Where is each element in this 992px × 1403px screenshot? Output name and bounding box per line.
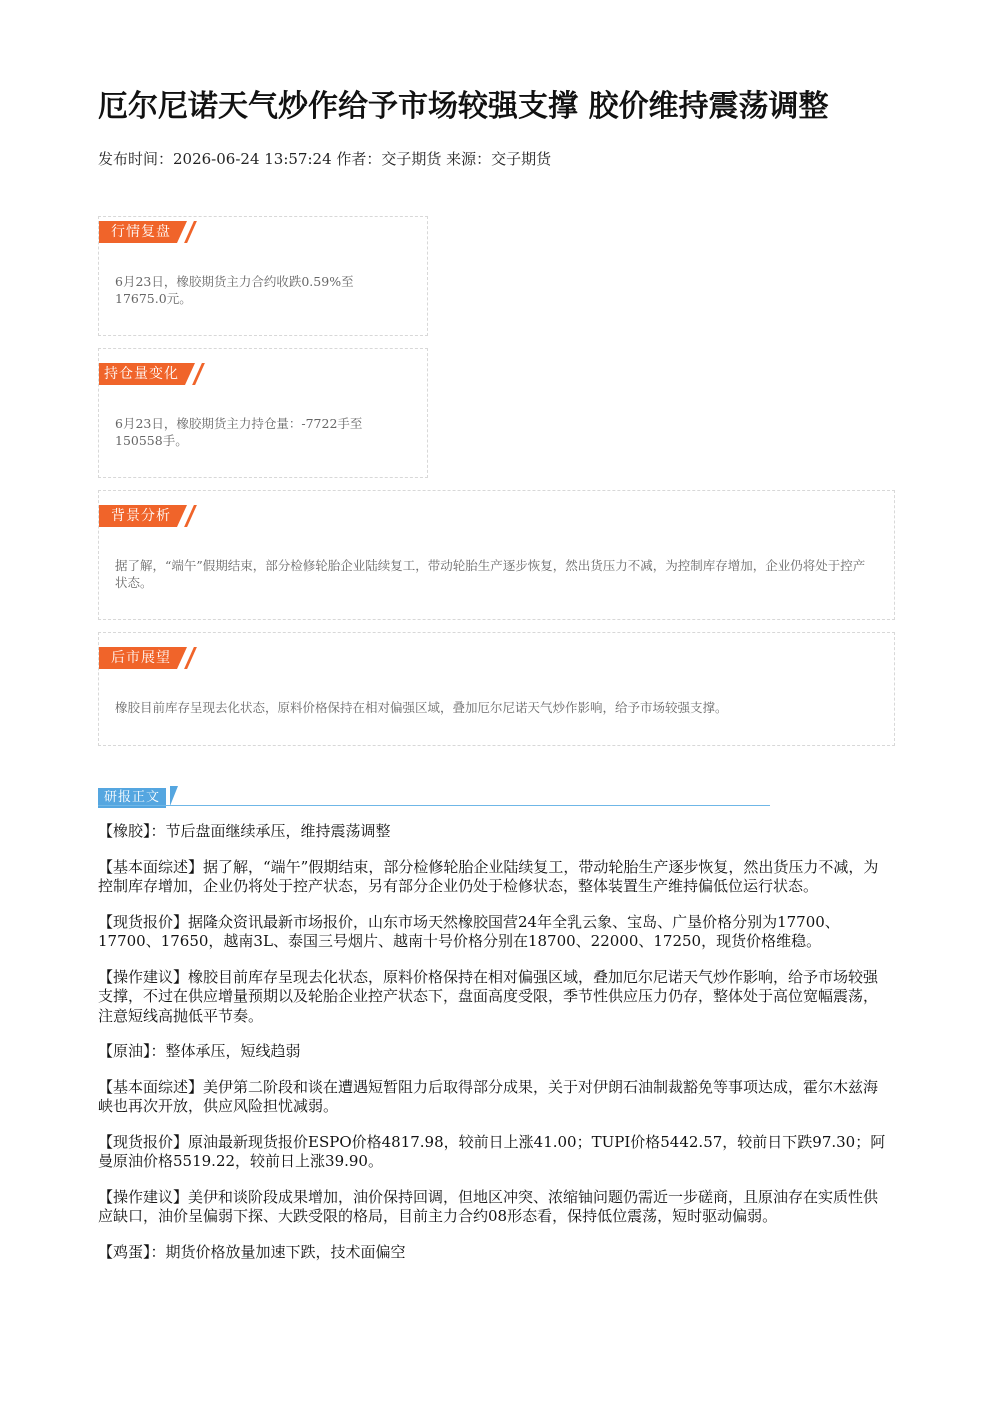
outlook-tag [99, 647, 192, 669]
review-tag-label: 行情复盘 [99, 221, 177, 243]
background-box [98, 490, 895, 620]
report-tag-label: 研报正文 [98, 788, 166, 808]
background-text: 据了解，“端午”假期结束，部分检修轮胎企业陆续复工，带动轮胎生产逐步恢复，然出货压力不减，为控制库存增加，企业仍将处于控产状态。 [115, 558, 866, 590]
review-box [98, 216, 428, 336]
section-divider [98, 805, 770, 806]
report-paragraph: 【橡胶】：节后盘面继续承压，维持震荡调整 [98, 822, 391, 840]
report-paragraph: 【操作建议】美伊和谈阶段成果增加，油价保持回调，但地区冲突、浓缩铀问题仍需近一步磋商，且原油存在实质性供应缺口，油价呈偏弱下探、大跌受限的格局，目前主力合约08形态看，保持低位震荡，短时驱动偏弱。 [98, 1187, 879, 1225]
position-box [98, 348, 428, 478]
position-tag-label: 持仓量变化 [99, 363, 185, 385]
report-paragraph: 【基本面综述】美伊第二阶段和谈在遭遇短暂阻力后取得部分成果，关于对伊朗石油制裁豁免等事项达成，霍尔木兹海峡也再次开放，供应风险担忧减弱。 [98, 1077, 879, 1115]
report-body [98, 822, 890, 1278]
report-paragraph: 【鸡蛋】：期货价格放量加速下跌，技术面偏空 [98, 1242, 406, 1261]
report-paragraph: 【操作建议】橡胶目前库存呈现去化状态，原料价格保持在相对偏强区域，叠加厄尔尼诺天气炒作影响，给予市场较强支撑，不过在供应增量预期以及轮胎企业控产状态下，盘面高度受限，季节性供应压力仍存，整体处于高位宽幅震荡，注意短线高抛低平节奏。 [98, 967, 879, 1025]
outlook-box [98, 632, 895, 746]
report-paragraph: 【现货报价】原油最新现货报价ESPO价格4817.98，较前日上涨41.00；TUPI价格5442.57，较前日下跌97.30；阿曼原油价格5519.22，较前日上涨39.90。 [98, 1132, 886, 1170]
article-header [98, 86, 898, 169]
review-tag [99, 221, 192, 243]
report-paragraph: 【基本面综述】据了解，“端午”假期结束，部分检修轮胎企业陆续复工，带动轮胎生产逐步恢复，然出货压力不减，为控制库存增加，企业仍将处于控产状态，另有部分企业仍处于检修状态，整体装置生产维持偏低位运行状态。 [98, 857, 879, 895]
outlook-text: 橡胶目前库存呈现去化状态，原料价格保持在相对偏强区域，叠加厄尔尼诺天气炒作影响，给予市场较强支撑。 [115, 700, 728, 715]
report-section-header [98, 786, 770, 808]
review-text: 6月23日，橡胶期货主力合约收跌0.59%至17675.0元。 [115, 274, 354, 306]
report-paragraph: 【现货报价】据隆众资讯最新市场报价，山东市场天然橡胶国营24年全乳云象、宝岛、广垦价格分别为17700、17700、17650，越南3L、泰国三号烟片、越南十号价格分别在18700、22000、17250，现货价格维稳。 [98, 912, 840, 950]
background-tag [99, 505, 192, 527]
background-tag-label: 背景分析 [99, 505, 177, 527]
outlook-tag-label: 后市展望 [99, 647, 177, 669]
page-title: 厄尔尼诺天气炒作给予市场较强支撑 胶价维持震荡调整 [98, 89, 829, 124]
position-text: 6月23日，橡胶期货主力持仓量：-7722手至150558手。 [115, 416, 363, 448]
article-meta: 发布时间：2026-06-24 13:57:24 作者：交子期货 来源：交子期货 [98, 150, 552, 168]
report-paragraph: 【原油】：整体承压，短线趋弱 [98, 1042, 301, 1060]
position-tag [99, 363, 200, 385]
